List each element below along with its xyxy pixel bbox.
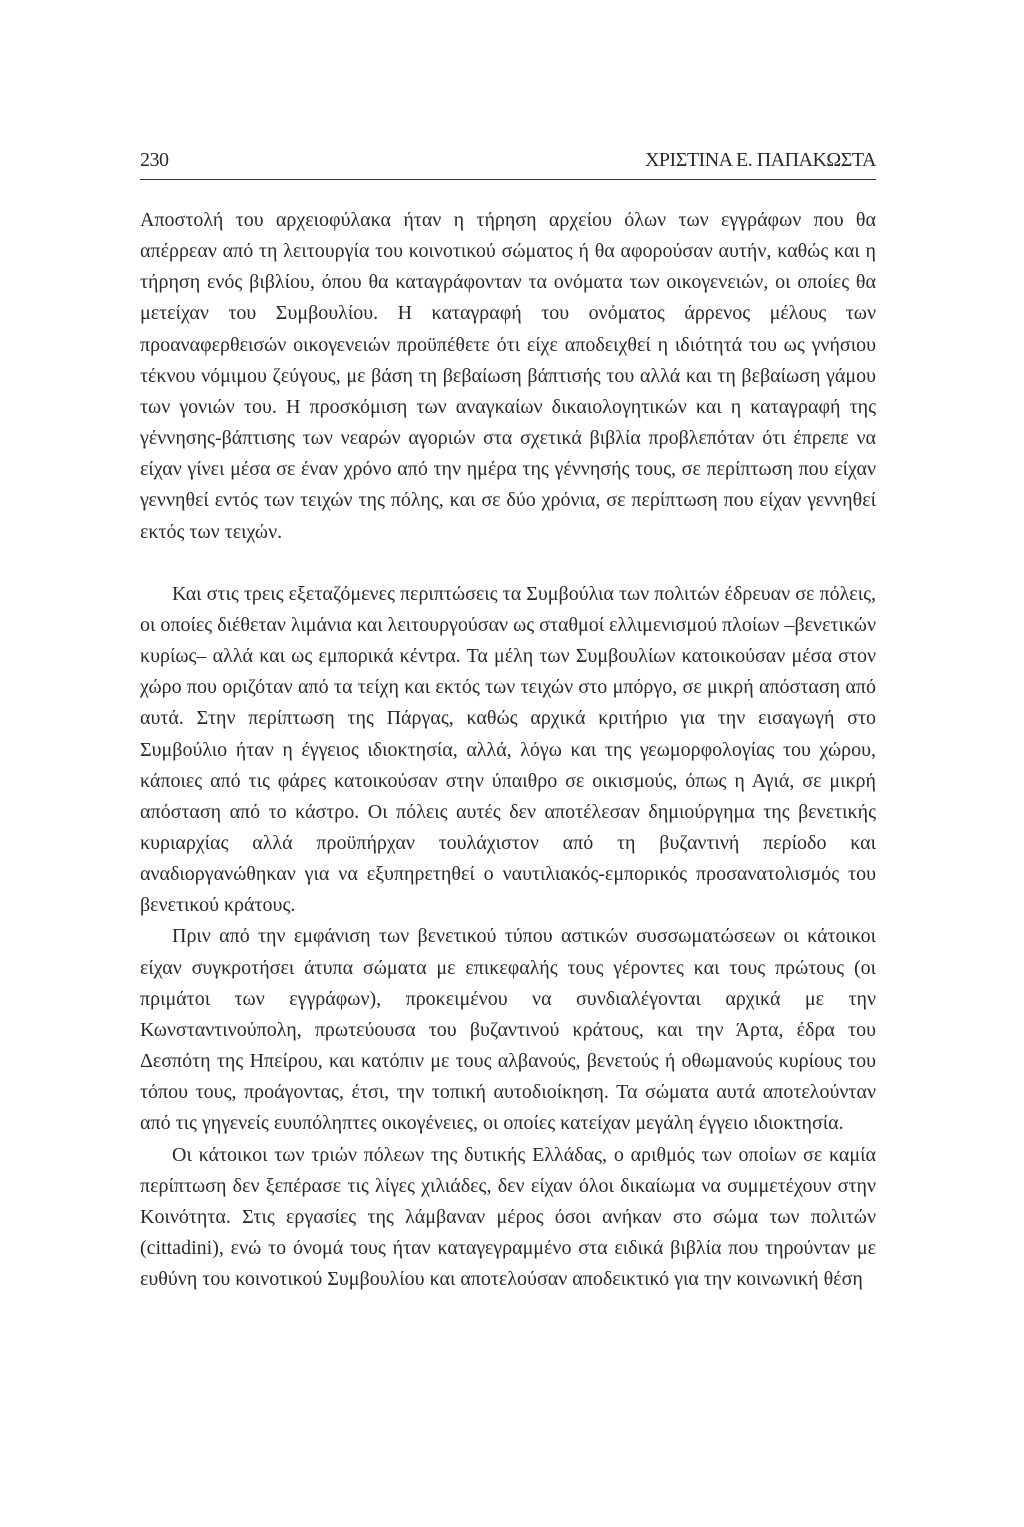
running-head-author: ΧΡΙΣΤΙΝΑ Ε. ΠΑΠΑΚΩΣΤΑ xyxy=(644,149,876,171)
body-text xyxy=(140,205,876,1295)
book-page xyxy=(140,0,876,1527)
paragraph-2: Και στις τρεις εξεταζόμενες περιπτώσεις τα Συμβούλια των πολιτών έδρευαν σε πόλεις, οι οποίες διέθεταν λιμάνια και λειτουργούσαν ως σταθμοί ελλιμενισμού πλοίων –βενετικών κυρίως– αλλά και ως εμπορικά κέντρα. Τα μέλη των Συμβουλίων κατοικούσαν μέσα στον χώρο που οριζόταν από τα τείχη και εκτός των τειχών στο μπόργο, σε μικρή απόσταση από αυτά. Στην περίπτωση της Πάργας, καθώς αρχικά κριτήριο για την εισαγωγή στο Συμβούλιο ήταν η έγγειος ιδιοκτησία, αλλά, λόγω και της γεωμορφολογίας του χώρου, κάποιες από τις φάρες κατοικούσαν στην ύπαιθρο σε οικισμούς, όπως η Αγιά, σε μικρή απόσταση από το κάστρο. Οι πόλεις αυτές δεν αποτέλεσαν δημιούργημα της βενετικής κυριαρχίας αλλά προϋπήρχαν τουλάχιστον από τη βυζαντινή περίοδο και αναδιοργανώθηκαν για να εξυπηρετηθεί ο ναυτιλιακός-εμπορικός προσανατολισμός του βενετικού κράτους. xyxy=(140,582,876,917)
paragraph-3: Πριν από την εμφάνιση των βενετικού τύπου αστικών συσσωματώσεων οι κάτοικοι είχαν συγκροτήσει άτυπα σώματα με επικεφαλής τους γέροντες και τους πρώτους (οι πριμάτοι των εγγράφων), προκειμένου να συνδιαλέγονται αρχικά με την Κωνσταντινούπολη, πρωτεύουσα του βυζαντινού κράτους, και την Άρτα, έδρα του Δεσπότη της Ηπείρου, και κατόπιν με τους αλβανούς, βενετούς ή οθωμανούς κυρίους του τόπου τους, προάγοντας, έτσι, την τοπική αυτοδιοίκηση. Τα σώματα αυτά αποτελούνταν από τις γηγενείς ευυπόληπτες οικογένειες, οι οποίες κατείχαν μεγάλη έγγειο ιδιοκτησία. xyxy=(140,925,876,1135)
paragraph-4: Οι κάτοικοι των τριών πόλεων της δυτικής Ελλάδας, ο αριθμός των οποίων σε καμία περίπτωση δεν ξεπέρασε τις λίγες χιλιάδες, δεν είχαν όλοι δικαίωμα να συμμετέχουν στην Κοινότητα. Στις εργασίες της λάμβαναν μέρος όσοι ανήκαν στο σώμα των πολιτών (cittadini), ενώ το όνομά τους ήταν καταγεγραμμένο στα ειδικά βιβλία που τηρούνταν με ευθύνη του κοινοτικού Συμβουλίου και αποτελούσαν αποδεικτικό για την κοινωνική θέση xyxy=(140,1143,876,1291)
paragraph-1: Αποστολή του αρχειοφύλακα ήταν η τήρηση αρχείου όλων των εγγράφων που θα απέρρεαν από τη λειτουργία του κοινοτικού σώματος ή θα αφορούσαν αυτήν, καθώς και η τήρηση ενός βιβλίου, όπου θα καταγράφονταν τα ονόματα των οικογενειών, οι οποίες θα μετείχαν του Συμβουλίου. Η καταγραφή του ονόματος άρρενος μέλους των προαναφερθεισών οικογενειών προϋπέθετε ότι είχε αποδειχθεί η ιδιότητά του ως γνήσιου τέκνου νόμιμου ζεύγους, με βάση τη βεβαίωση βάπτισής του αλλά και τη βεβαίωση γάμου των γονιών του. Η προσκόμιση των αναγκαίων δικαιολογητικών και η καταγραφή της γέννησης-βάπτισης των νεαρών αγοριών στα σχετικά βιβλία προβλεπόταν ότι έπρεπε να είχαν γίνει μέσα σε έναν χρόνο από την ημέρα της γέννησής τους, σε περίπτωση που είχαν γεννηθεί εντός των τειχών της πόλης, και σε δύο χρόνια, σε περίπτωση που είχαν γεννηθεί εκτός των τειχών. xyxy=(140,209,876,543)
header-rule xyxy=(140,179,876,180)
running-header xyxy=(140,146,876,174)
page-number: 230 xyxy=(140,149,169,171)
